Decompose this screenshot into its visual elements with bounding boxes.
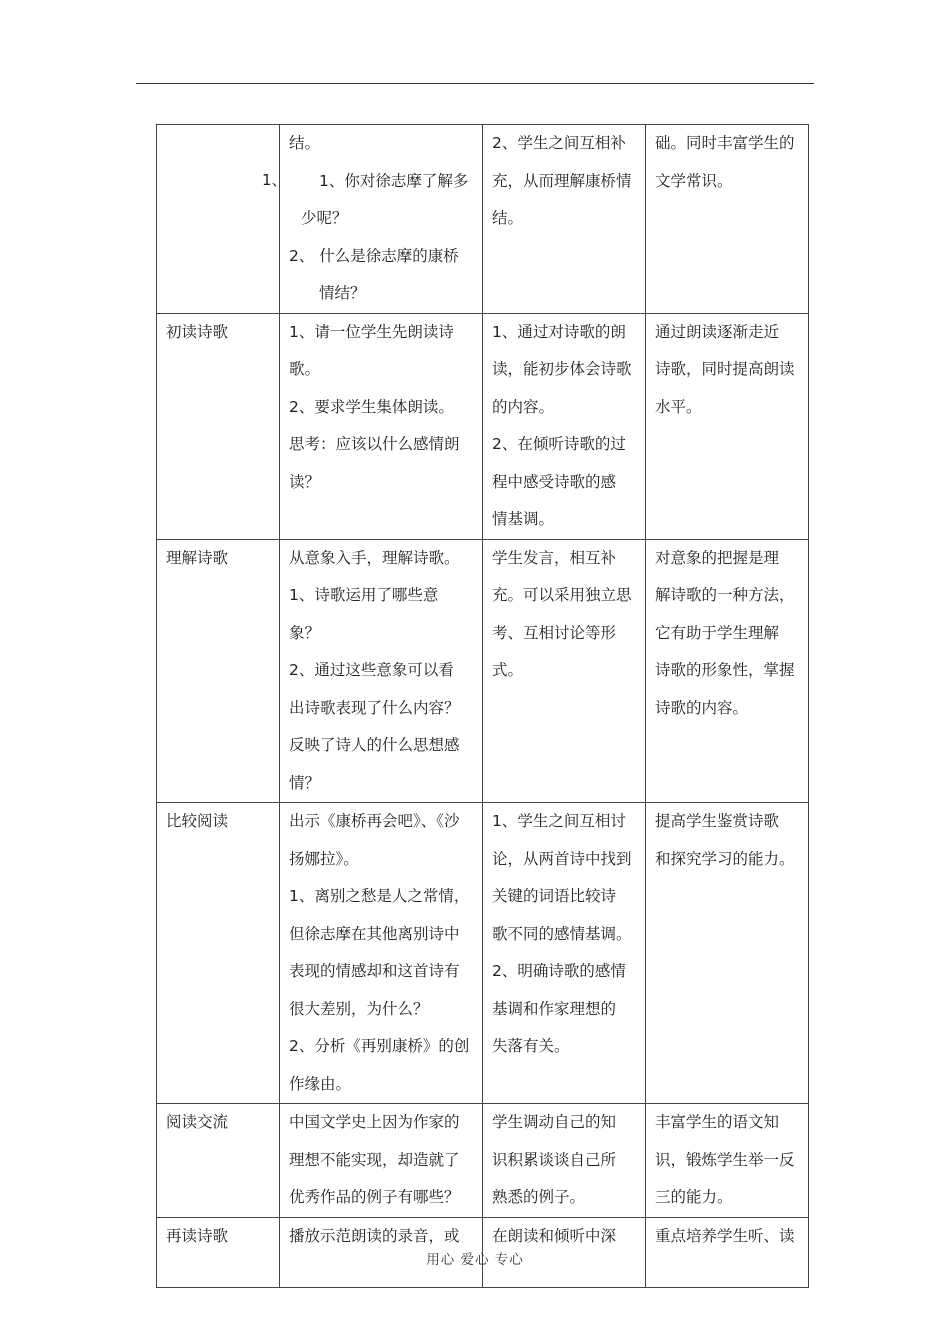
activity-line: 反映了诗人的什么思想感 (289, 736, 460, 754)
activity-line: 1、你对徐志摩了解多 (319, 171, 469, 190)
student-line: 1、学生之间互相讨 (492, 812, 626, 830)
activity-line: 思考：应该以什么感情朗 (289, 435, 460, 453)
stage-label: 阅读交流 (166, 1113, 229, 1131)
activity-line: 1、请一位学生先朗读诗 (289, 322, 454, 341)
stage-cell (157, 1104, 280, 1218)
activity-line: 1、诗歌运用了哪些意 (289, 586, 439, 604)
stage-label: 再读诗歌 (166, 1226, 229, 1245)
purpose-line: 解诗歌的一种方法， (655, 586, 795, 604)
activity-line: 情结？ (319, 284, 366, 302)
table-body (157, 125, 809, 1288)
activity-line: 歌。 (289, 360, 321, 378)
activity-line: 结。 (289, 134, 321, 152)
list-marker: 1、 (262, 171, 287, 189)
purpose-line: 诗歌的形象性，掌握 (655, 661, 795, 679)
student-line: 在朗读和倾听中深 (492, 1226, 617, 1245)
purpose-line: 丰富学生的语文知 (655, 1113, 780, 1131)
purpose-line: 提高学生鉴赏诗歌 (655, 812, 780, 830)
purpose-line: 诗歌，同时提高朗读 (655, 360, 795, 378)
activity-cell (280, 539, 483, 803)
purpose-line: 和探究学习的能力。 (655, 849, 795, 868)
purpose-cell (646, 539, 809, 803)
stage-label: 比较阅读 (166, 812, 229, 830)
activity-cell (262, 125, 483, 314)
student-line: 2、学生之间互相补 (492, 134, 626, 152)
activity-line: 出诗歌表现了什么内容？ (289, 698, 460, 717)
activity-line: 读？ (289, 472, 321, 491)
activity-line: 2、分析《再别康桥》的创 (289, 1037, 470, 1055)
stage-cell (157, 539, 280, 803)
student-line: 歌不同的感情基调。 (492, 924, 632, 943)
activity-line: 2、 什么是徐志摩的康桥 (289, 246, 459, 265)
purpose-line: 水平。 (655, 397, 702, 416)
student-line: 读，能初步体会诗歌 (492, 360, 632, 378)
purpose-cell (646, 803, 809, 1104)
student-line: 学生调动自己的知 (492, 1113, 617, 1131)
activity-line: 但徐志摩在其他离别诗中 (289, 924, 460, 943)
activity-cell (280, 803, 483, 1104)
purpose-line: 文学常识。 (655, 171, 733, 190)
stage-label: 理解诗歌 (166, 548, 229, 567)
student-line: 的内容。 (492, 397, 555, 416)
activity-line: 1、离别之愁是人之常情， (289, 887, 470, 905)
student-line: 程中感受诗歌的感 (492, 472, 617, 491)
table-row (157, 1104, 809, 1218)
student-cell (483, 1104, 646, 1218)
stage-cell (157, 125, 280, 314)
purpose-line: 诗歌的内容。 (655, 698, 749, 717)
purpose-cell (646, 1104, 809, 1218)
purpose-cell (646, 313, 809, 539)
student-line: 学生发言，相互补 (492, 548, 617, 567)
activity-line: 播放示范朗读的录音，或 (289, 1226, 460, 1245)
lesson-plan-table (156, 124, 809, 1288)
activity-line: 从意象入手，理解诗歌。 (289, 548, 460, 567)
activity-line: 出示《康桥再会吧》、《沙 (289, 812, 460, 830)
purpose-line: 础。同时丰富学生的 (655, 134, 795, 152)
activity-line: 象？ (289, 623, 321, 642)
student-line: 失落有关。 (492, 1037, 570, 1055)
activity-line: 理想不能实现，却造就了 (289, 1150, 460, 1169)
stage-cell (157, 313, 280, 539)
table-row (157, 313, 809, 539)
activity-line: 少呢？ (301, 209, 348, 227)
activity-line: 优秀作品的例子有哪些？ (289, 1188, 460, 1206)
activity-line: 2、通过这些意象可以看 (289, 661, 454, 679)
student-line: 情基调。 (492, 510, 555, 528)
activity-cell (280, 1104, 483, 1218)
purpose-line: 三的能力。 (655, 1188, 733, 1206)
student-line: 论，从两首诗中找到 (492, 849, 632, 868)
purpose-cell (646, 125, 809, 314)
activity-cell (280, 313, 483, 539)
activity-line: 2、要求学生集体朗读。 (289, 397, 454, 416)
purpose-line: 重点培养学生听、读 (655, 1226, 795, 1245)
stage-cell (157, 803, 280, 1104)
activity-line: 很大差别，为什么？ (289, 999, 429, 1018)
student-line: 2、明确诗歌的感情 (492, 962, 626, 980)
student-line: 式。 (492, 661, 524, 679)
student-line: 识积累谈谈自己所 (492, 1150, 617, 1169)
student-cell (483, 539, 646, 803)
student-line: 结。 (492, 209, 524, 227)
purpose-line: 通过朗读逐渐走近 (655, 322, 780, 341)
student-line: 考、互相讨论等形 (492, 623, 617, 642)
page-footer: 用心 爱心 专心 (426, 1252, 524, 1268)
table-row (157, 539, 809, 803)
activity-line: 扬娜拉》。 (289, 849, 359, 868)
student-line: 熟悉的例子。 (492, 1188, 586, 1206)
activity-line: 情？ (289, 773, 321, 792)
activity-line: 中国文学史上因为作家的 (289, 1113, 460, 1131)
student-line: 充，从而理解康桥情 (492, 171, 632, 190)
purpose-line: 对意象的把握是理 (655, 548, 780, 567)
student-line: 关键的词语比较诗 (492, 887, 617, 905)
student-cell (483, 313, 646, 539)
table-row (157, 803, 809, 1104)
student-cell (483, 803, 646, 1104)
student-line: 充。可以采用独立思 (492, 586, 632, 604)
activity-line: 作缘由。 (289, 1074, 352, 1093)
activity-line: 表现的情感却和这首诗有 (289, 962, 460, 980)
header-rule (136, 83, 814, 84)
student-line: 1、通过对诗歌的朗 (492, 322, 626, 341)
purpose-line: 它有助于学生理解 (655, 623, 780, 642)
student-line: 2、在倾听诗歌的过 (492, 435, 626, 453)
table-row (157, 125, 809, 314)
stage-label: 初读诗歌 (166, 322, 229, 341)
purpose-line: 识，锻炼学生举一反 (655, 1150, 795, 1169)
student-cell (483, 125, 646, 314)
student-line: 基调和作家理想的 (492, 999, 617, 1018)
